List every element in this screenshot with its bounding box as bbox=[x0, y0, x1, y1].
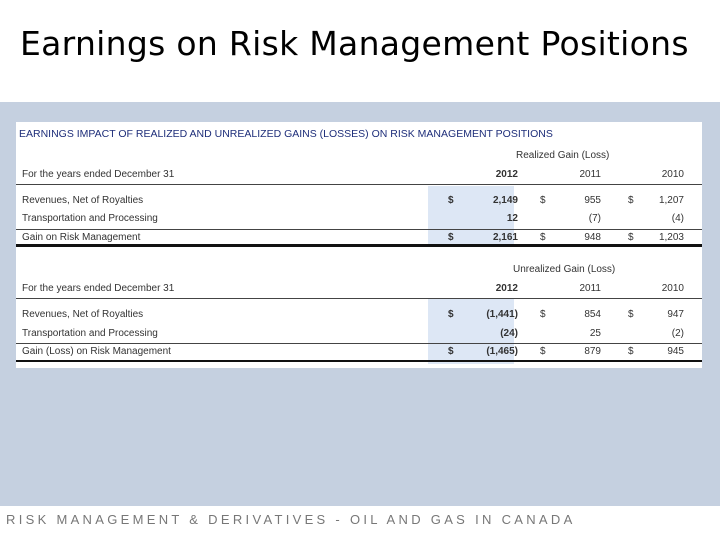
year-header-row bbox=[16, 280, 702, 298]
currency-symbol: $ bbox=[540, 232, 546, 243]
title-bar bbox=[0, 0, 720, 102]
value-2010: 947 bbox=[667, 309, 684, 320]
period-label: For the years ended December 31 bbox=[22, 169, 175, 180]
value-2012: 12 bbox=[506, 213, 518, 224]
value-2010: 945 bbox=[667, 346, 684, 357]
value-2011: 955 bbox=[584, 195, 601, 206]
value-2012: 2,161 bbox=[492, 232, 518, 243]
section-caption-unrealized: Unrealized Gain (Loss) bbox=[513, 264, 616, 275]
year-header-row bbox=[16, 166, 702, 184]
value-2011: 879 bbox=[584, 346, 601, 357]
currency-symbol: $ bbox=[628, 346, 634, 357]
value-2012: 2,149 bbox=[492, 195, 518, 206]
bottom-rule bbox=[16, 360, 702, 362]
year-2012: 2012 bbox=[495, 283, 518, 294]
period-label: For the years ended December 31 bbox=[22, 283, 175, 294]
earnings-table bbox=[16, 122, 702, 368]
value-2010: 1,203 bbox=[658, 232, 684, 243]
row-label: Gain on Risk Management bbox=[22, 232, 141, 243]
year-2010: 2010 bbox=[661, 169, 684, 180]
section-caption-realized: Realized Gain (Loss) bbox=[516, 150, 610, 161]
currency-symbol: $ bbox=[540, 346, 546, 357]
value-2011: 948 bbox=[584, 232, 601, 243]
value-2011: (7) bbox=[588, 213, 601, 224]
year-2010: 2010 bbox=[661, 283, 684, 294]
value-2011: 854 bbox=[584, 309, 601, 320]
currency-symbol: $ bbox=[540, 309, 546, 320]
value-2010: (2) bbox=[671, 328, 684, 339]
currency-symbol: $ bbox=[628, 232, 634, 243]
currency-symbol: $ bbox=[628, 309, 634, 320]
table-row bbox=[16, 192, 702, 210]
table-row bbox=[16, 210, 702, 228]
value-2012: (24) bbox=[500, 328, 518, 339]
currency-symbol: $ bbox=[448, 195, 454, 206]
value-2012: (1,465) bbox=[486, 346, 518, 357]
value-2010: 1,207 bbox=[658, 195, 684, 206]
footer-text: RISK MANAGEMENT & DERIVATIVES - OIL AND GAS IN CANADA bbox=[6, 512, 576, 527]
year-2011: 2011 bbox=[579, 169, 601, 180]
table-heading: EARNINGS IMPACT OF REALIZED AND UNREALIZED GAINS (LOSSES) ON RISK MANAGEMENT POSITIONS bbox=[19, 128, 553, 140]
row-label: Revenues, Net of Royalties bbox=[22, 309, 144, 320]
table-row bbox=[16, 325, 702, 343]
header-rule bbox=[16, 298, 702, 299]
table-row-total bbox=[16, 343, 702, 361]
currency-symbol: $ bbox=[540, 195, 546, 206]
currency-symbol: $ bbox=[448, 232, 454, 243]
currency-symbol: $ bbox=[628, 195, 634, 206]
section-divider bbox=[16, 244, 702, 247]
value-2011: 25 bbox=[589, 328, 601, 339]
footer-band bbox=[0, 506, 720, 540]
row-label: Revenues, Net of Royalties bbox=[22, 195, 144, 206]
table-row bbox=[16, 306, 702, 324]
header-rule bbox=[16, 184, 702, 185]
currency-symbol: $ bbox=[448, 309, 454, 320]
year-2012: 2012 bbox=[495, 169, 518, 180]
value-2012: (1,441) bbox=[486, 309, 518, 320]
row-label: Transportation and Processing bbox=[22, 328, 158, 339]
value-2010: (4) bbox=[671, 213, 684, 224]
currency-symbol: $ bbox=[448, 346, 454, 357]
slide-title: Earnings on Risk Management Positions bbox=[20, 24, 689, 63]
year-2011: 2011 bbox=[579, 283, 601, 294]
row-label: Transportation and Processing bbox=[22, 213, 158, 224]
row-label: Gain (Loss) on Risk Management bbox=[22, 346, 171, 357]
